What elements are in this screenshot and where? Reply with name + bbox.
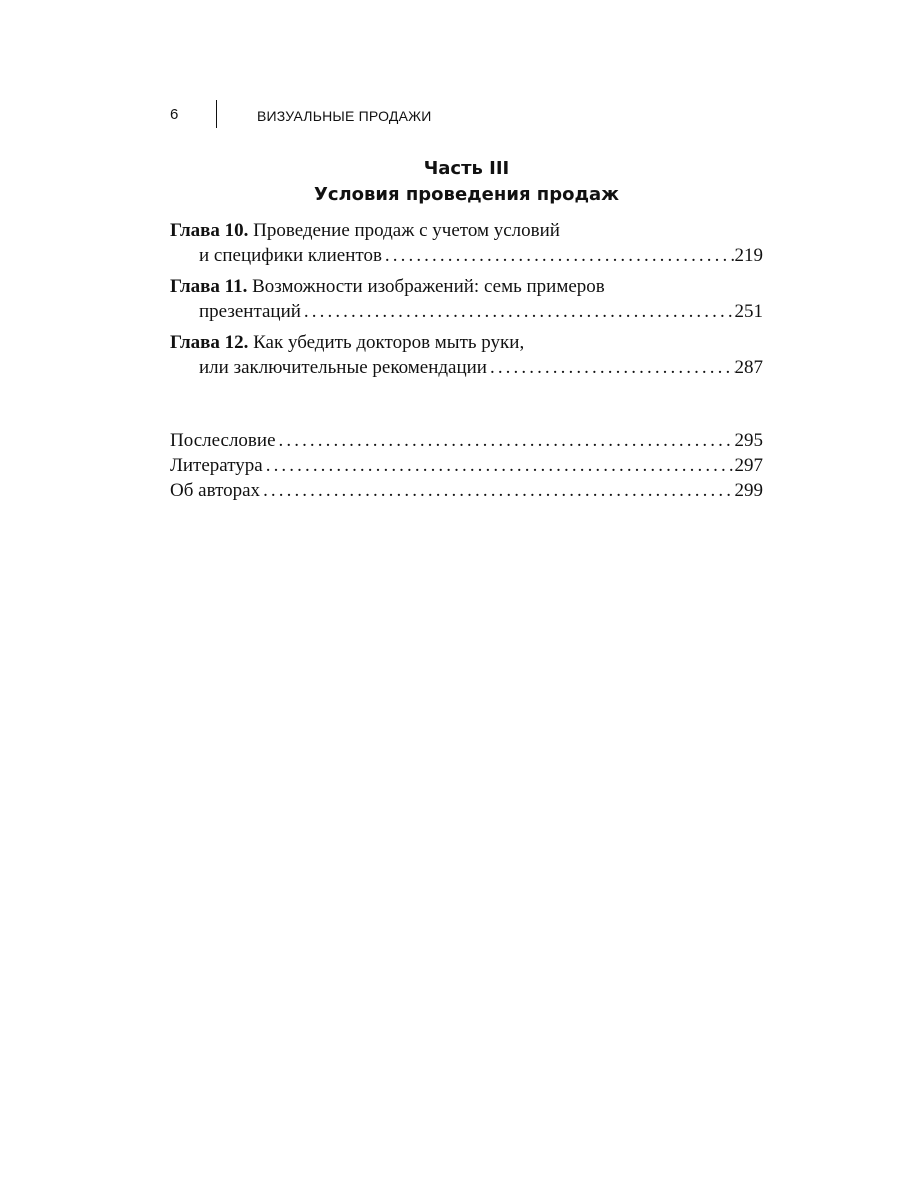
- toc-entry-chapter-11[interactable]: [170, 274, 763, 324]
- chapter-title-line1: Возможности изображений: семь примеров: [252, 276, 605, 297]
- running-head: [0, 100, 900, 130]
- page-reference: 287: [734, 357, 763, 378]
- entry-title: Послесловие: [170, 430, 276, 451]
- part-heading: [170, 156, 763, 208]
- table-of-contents: [170, 218, 763, 386]
- toc-entry-about-authors[interactable]: [170, 478, 763, 503]
- chapter-label: Глава 10.: [170, 220, 249, 241]
- entry-title: Литература: [170, 455, 263, 476]
- part-number: Часть III: [423, 158, 510, 179]
- toc-entry-literature[interactable]: [170, 453, 763, 478]
- entry-title: Об авторах: [170, 480, 261, 501]
- chapter-label: Глава 11.: [170, 276, 248, 297]
- chapter-title-line1: Как убедить докторов мыть руки,: [253, 332, 525, 353]
- chapter-title-line2: или заключительные рекомендации: [199, 357, 487, 378]
- dot-leader: [260, 478, 734, 503]
- page-reference: 251: [734, 301, 763, 322]
- chapter-title-line2: и специфики клиентов: [199, 245, 382, 266]
- page-reference: 297: [734, 455, 763, 476]
- dot-leader: [487, 355, 735, 380]
- toc-entry-afterword[interactable]: [170, 428, 763, 453]
- book-title: ВИЗУАЛЬНЫЕ ПРОДАЖИ: [257, 108, 432, 124]
- page-reference: 295: [734, 430, 763, 451]
- page-reference: 219: [734, 245, 763, 266]
- toc-entry-chapter-12[interactable]: [170, 330, 763, 380]
- part-title: Условия проведения продаж: [313, 184, 620, 205]
- chapter-title-line1: Проведение продаж с учетом условий: [253, 220, 560, 241]
- chapter-label: Глава 12.: [170, 332, 249, 353]
- dot-leader: [263, 453, 735, 478]
- back-matter-list: [170, 428, 763, 503]
- chapter-title-line2: презентаций: [199, 301, 301, 322]
- dot-leader: [382, 243, 735, 268]
- dot-leader: [276, 428, 735, 453]
- header-divider: [216, 100, 217, 128]
- dot-leader: [301, 299, 735, 324]
- page-reference: 299: [734, 480, 763, 501]
- page-number: 6: [170, 106, 179, 123]
- toc-entry-chapter-10[interactable]: [170, 218, 763, 268]
